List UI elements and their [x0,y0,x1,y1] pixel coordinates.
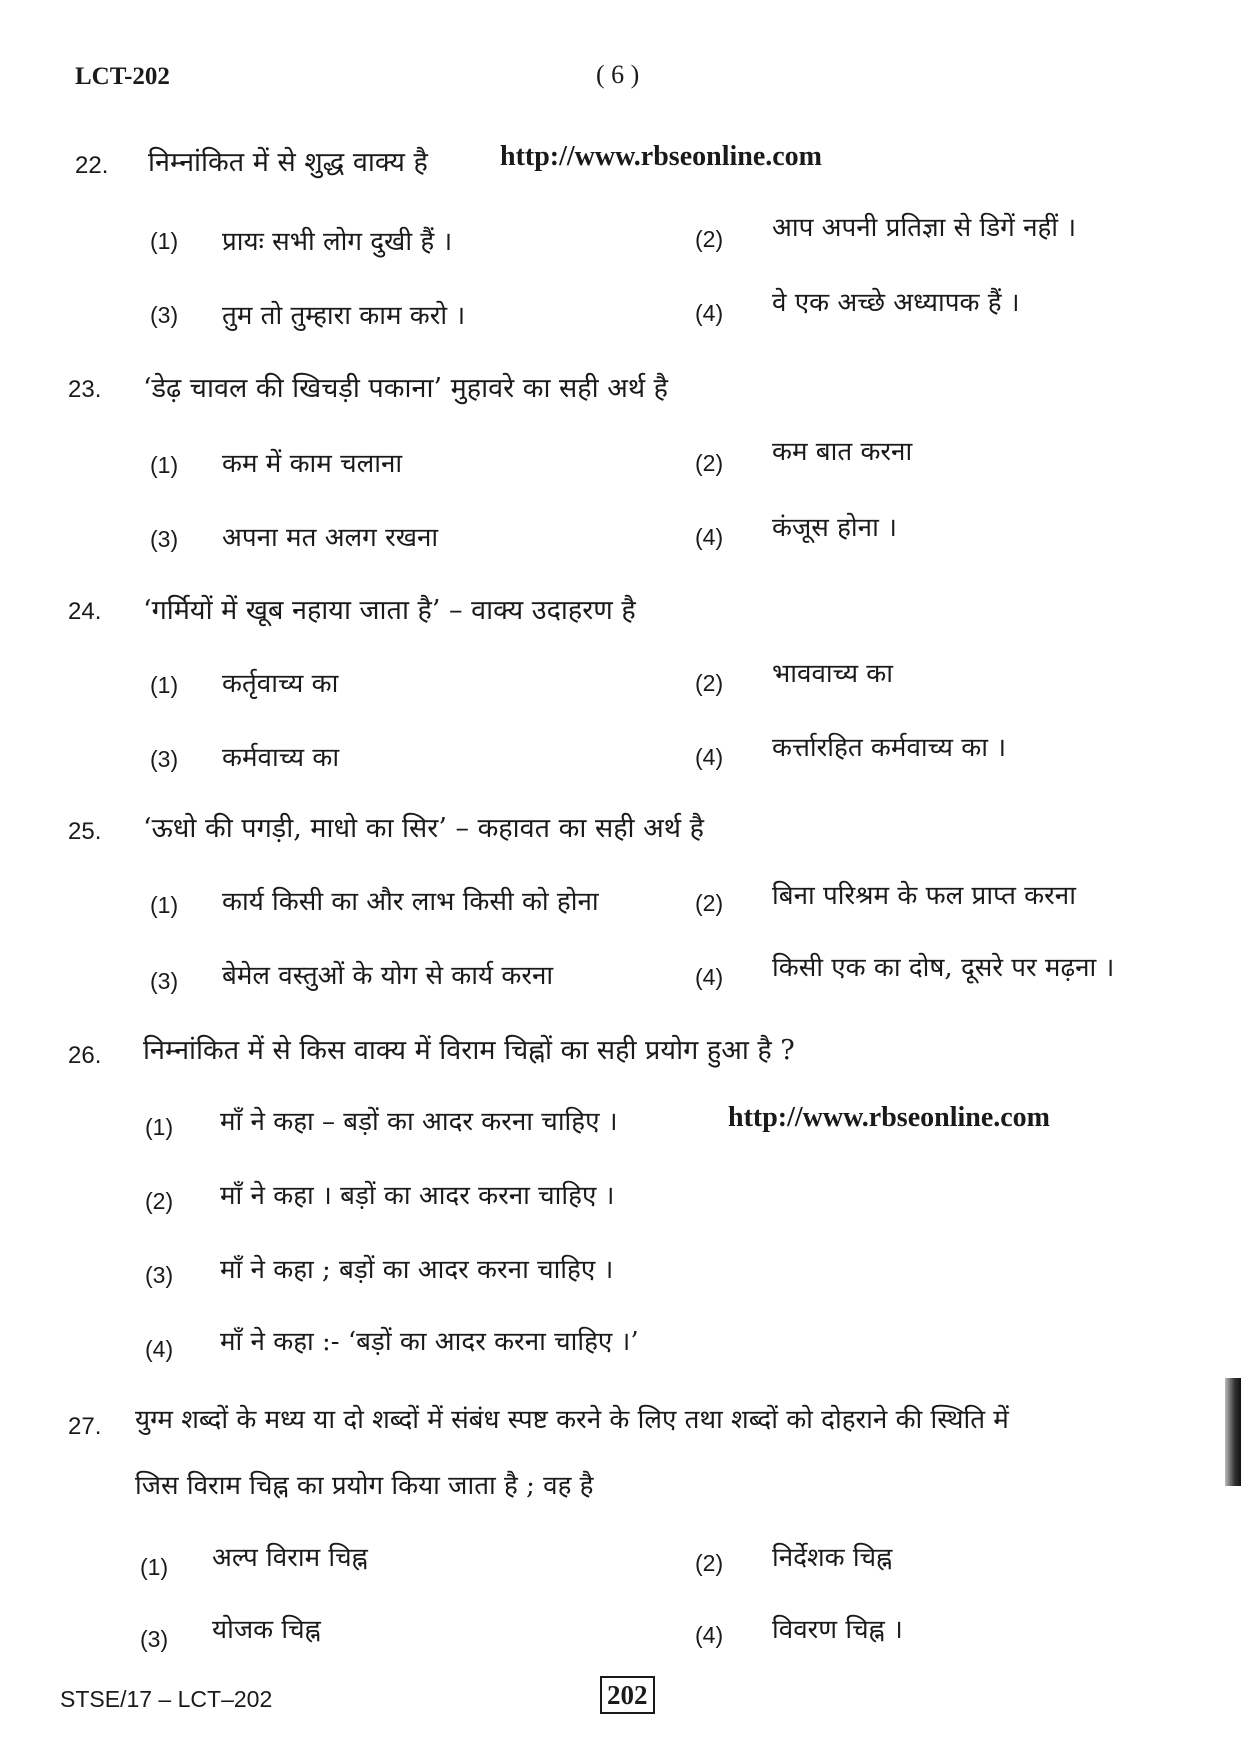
footer-code: STSE/17 – LCT–202 [60,1686,273,1712]
question-text-continued: जिस विराम चिह्न का प्रयोग किया जाता है ; वह है [135,1471,594,1501]
question-text: युग्म शब्दों के मध्य या दो शब्दों में संबंध स्पष्ट करने के लिए तथा शब्दों को दोहराने की स्थिति में [135,1405,1009,1435]
option-text: प्रायः सभी लोग दुखी हैं । [222,227,453,257]
option-text: तुम तो तुम्हारा काम करो । [222,301,466,331]
question-number: 26. [68,1042,102,1069]
option-number: (2) [145,1188,174,1214]
question-text: निम्नांकित में से शुद्ध वाक्य है [148,147,428,178]
question-number: 24. [68,598,102,625]
option-number: (3) [150,526,179,552]
option-text: कम बात करना [772,437,913,467]
option-number: (4) [695,1622,724,1648]
option-number: (1) [150,672,179,698]
option-text: कर्तृवाच्य का [222,669,339,699]
option-number: (4) [695,300,724,326]
option-text: माँ ने कहा :- ‘बड़ों का आदर करना चाहिए ।’ [220,1327,639,1357]
question-text: निम्नांकित में से किस वाक्य में विराम चिह्नों का सही प्रयोग हुआ है ? [143,1035,795,1066]
option-number: (1) [145,1114,174,1140]
question-number: 23. [68,376,102,403]
question-text: ‘गर्मियों में खूब नहाया जाता है’ – वाक्य उदाहरण है [143,595,636,626]
option-text: योजक चिह्न [212,1615,321,1645]
option-text: कर्त्तारहित कर्मवाच्य का । [772,733,1007,763]
option-number: (4) [695,524,724,550]
option-text: कंजूस होना । [772,513,897,543]
option-number: (2) [695,1550,724,1576]
option-text: आप अपनी प्रतिज्ञा से डिगें नहीं । [772,213,1077,243]
question-number: 25. [68,818,102,845]
footer-page-number: 202 [600,1676,655,1714]
option-text: कर्मवाच्य का [222,743,340,773]
watermark-url: http://www.rbseonline.com [500,141,822,172]
question-text: ‘डेढ़ चावल की खिचड़ी पकाना’ मुहावरे का सही अर्थ है [143,373,669,404]
watermark-url: http://www.rbseonline.com [728,1102,1050,1133]
option-text: बेमेल वस्तुओं के योग से कार्य करना [222,961,554,991]
question-number: 27. [68,1413,102,1440]
option-number: (2) [695,450,724,476]
option-text: निर्देशक चिह्न [772,1543,893,1573]
option-text: माँ ने कहा ; बड़ों का आदर करना चाहिए । [220,1255,614,1285]
option-number: (3) [150,302,179,328]
option-text: माँ ने कहा । बड़ों का आदर करना चाहिए । [220,1181,615,1211]
option-number: (1) [150,228,179,254]
option-number: (1) [150,892,179,918]
option-number: (2) [695,670,724,696]
scan-edge-mark [1225,1378,1241,1486]
option-number: (4) [145,1336,174,1362]
paper-code: LCT-202 [75,63,170,90]
option-number: (1) [140,1554,169,1580]
option-number: (4) [695,744,724,770]
option-text: किसी एक का दोष, दूसरे पर मढ़ना । [772,953,1115,983]
option-number: (3) [140,1626,169,1652]
option-text: वे एक अच्छे अध्यापक हैं । [772,288,1020,318]
option-text: कार्य किसी का और लाभ किसी को होना [222,887,599,917]
option-text: कम में काम चलाना [222,449,403,479]
option-number: (3) [145,1262,174,1288]
option-number: (3) [150,746,179,772]
option-number: (3) [150,968,179,994]
option-text: बिना परिश्रम के फल प्राप्त करना [772,881,1076,911]
option-text: भाववाच्य का [772,659,894,689]
option-number: (1) [150,452,179,478]
option-text: अपना मत अलग रखना [222,523,439,553]
option-text: माँ ने कहा – बड़ों का आदर करना चाहिए । [220,1107,618,1137]
option-number: (2) [695,226,724,252]
question-text: ‘ऊधो की पगड़ी, माधो का सिर’ – कहावत का सही अर्थ है [143,813,704,844]
page-number: ( 6 ) [596,60,640,89]
option-number: (2) [695,890,724,916]
question-number: 22. [75,152,109,179]
option-text: विवरण चिह्न । [772,1615,903,1645]
option-number: (4) [695,964,724,990]
option-text: अल्प विराम चिह्न [212,1543,368,1573]
